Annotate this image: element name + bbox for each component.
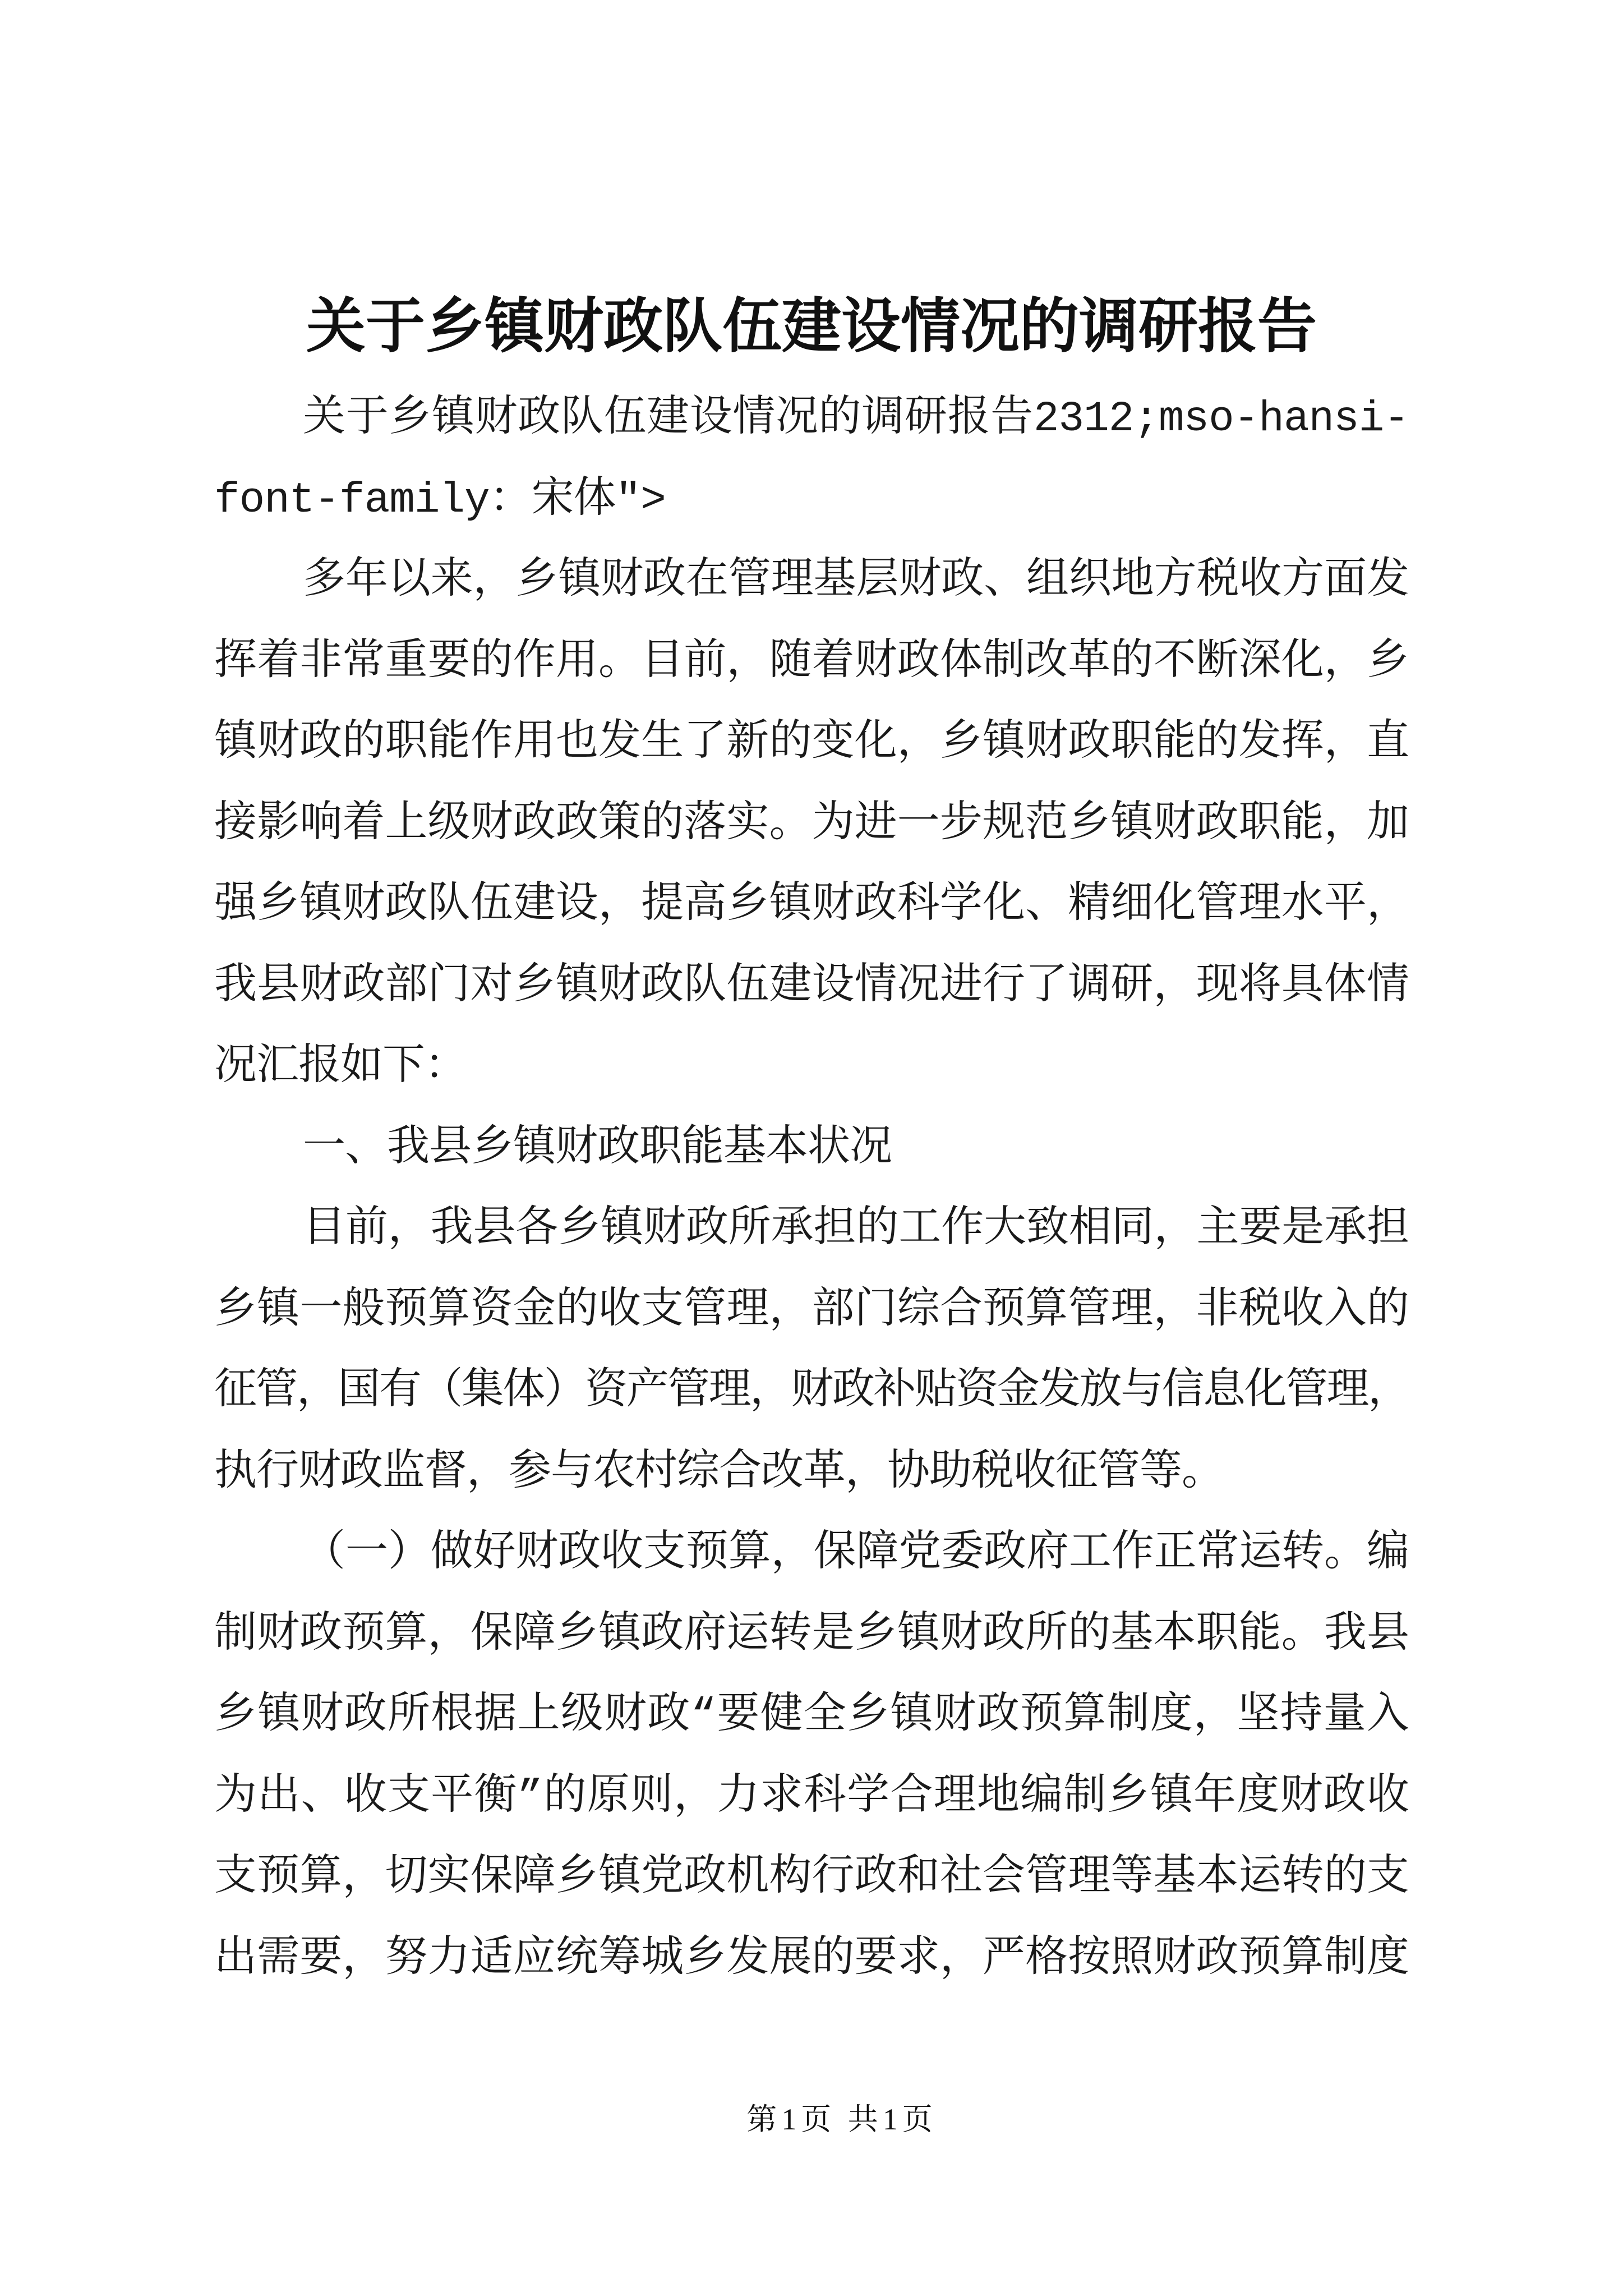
document-body (214, 379, 1409, 2000)
paragraph (214, 1513, 1409, 2000)
body-line: font-family：宋体"> (214, 476, 666, 524)
body-line: 我县财政部门对乡镇财政队伍建设情况进行了调研，现将具体情 (214, 962, 1409, 1011)
body-line: 为出、收支平衡”的原则，力求科学合理地编制乡镇年度财政收 (214, 1773, 1409, 1821)
body-line: （一）做好财政收支预算，保障党委政府工作正常运转。编 (303, 1530, 1409, 1578)
body-line: 乡镇财政所根据上级财政“要健全乡镇财政预算制度，坚持量入 (214, 1692, 1409, 1740)
body-line: 出需要，努力适应统筹城乡发展的要求，严格按照财政预算制度 (214, 1935, 1409, 1984)
body-line: 镇财政的职能作用也发生了新的变化，乡镇财政职能的发挥，直 (214, 719, 1409, 767)
body-line: 制财政预算，保障乡镇政府运转是乡镇财政所的基本职能。我县 (214, 1611, 1409, 1659)
body-line: 关于乡镇财政队伍建设情况的调研报告2312;mso-hansi- (303, 395, 1409, 443)
body-line: 多年以来，乡镇财政在管理基层财政、组织地方税收方面发 (303, 557, 1409, 605)
body-line: 接影响着上级财政政策的落实。为进一步规范乡镇财政职能，加 (214, 800, 1409, 849)
body-line: 况汇报如下： (214, 1043, 467, 1092)
section-heading-text: 一、我县乡镇财政职能基本状况 (303, 1124, 892, 1173)
paragraph (214, 1189, 1409, 1513)
page-number-footer: 第1页 共1页 (746, 2102, 937, 2136)
document-title: 关于乡镇财政队伍建设情况的调研报告 (306, 291, 1317, 361)
body-line: 支预算，切实保障乡镇党政机构行政和社会管理等基本运转的支 (214, 1854, 1409, 1902)
paragraph (214, 379, 1409, 541)
body-line: 征管，国有（集体）资产管理，财政补贴资金发放与信息化管理， (214, 1368, 1409, 1416)
paragraph (214, 541, 1409, 1108)
body-line: 强乡镇财政队伍建设，提高乡镇财政科学化、精细化管理水平， (214, 881, 1409, 930)
section-heading (214, 1108, 1409, 1190)
body-line: 执行财政监督，参与农村综合改革，协助税收征管等。 (214, 1448, 1224, 1497)
body-line: 目前，我县各乡镇财政所承担的工作大致相同，主要是承担 (303, 1205, 1409, 1254)
body-line: 乡镇一般预算资金的收支管理，部门综合预算管理，非税收入的 (214, 1286, 1409, 1335)
body-line: 挥着非常重要的作用。目前，随着财政体制改革的不断深化，乡 (214, 638, 1409, 687)
